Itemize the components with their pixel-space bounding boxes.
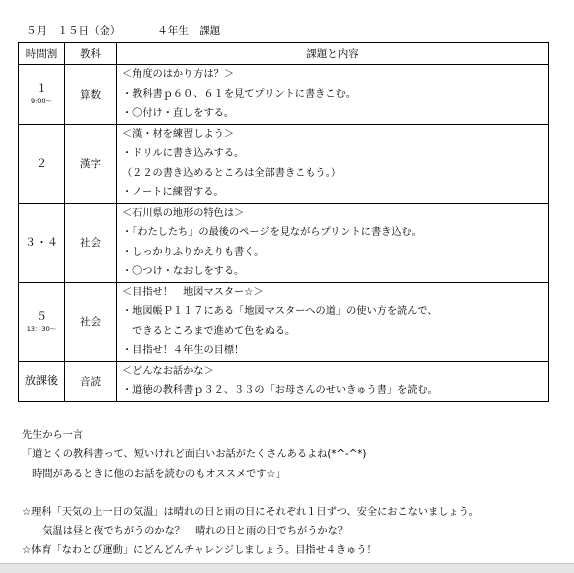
task-line: ・「わたしたち」の最後のページを見ながらプリントに書き込む。: [122, 227, 422, 238]
task-line: ＜目指せ！ 地図マスター☆＞: [122, 286, 264, 298]
notes-line: ☆理科「天気の上一日の気温」は晴れの日と雨の日にそれぞれ１日ずつ、安全におこないましょう。: [22, 506, 479, 518]
task-cell: [117, 361, 549, 401]
task-line: ＜角度のはかり方は？＞: [122, 69, 235, 80]
table-row: [19, 361, 549, 401]
notes-line: 気温は昼と夜でちがうのかな？ 晴れの日と雨の日でちがうかな？: [22, 526, 348, 538]
task-cell: [117, 124, 549, 203]
task-line: ・ドリルに書き込みする。: [122, 148, 245, 159]
task-line: ・地図帳Ｐ１１７にある「地図マスターへの道」の使い方を読んで、: [122, 306, 438, 317]
period-cell: [19, 124, 65, 203]
task-line: ・ノートに練習する。: [122, 187, 224, 198]
page-header: ５月 １５日（金） ４年生 課題: [26, 25, 221, 37]
period-cell: [19, 361, 65, 401]
task-line: ＜漢・材を練習しよう＞: [122, 128, 235, 140]
task-line: ・教科書ｐ６０、６１を見てプリントに書きこむ。: [122, 88, 356, 100]
task-line: ・目指せ！４年生の目標！: [122, 345, 245, 356]
period-cell: [19, 65, 65, 125]
table-row: [19, 65, 549, 125]
period-time: 13：30～: [26, 324, 57, 333]
table-row: [19, 124, 549, 203]
task-line: ＜どんなお話かな＞: [122, 365, 214, 377]
task-line: （２２の書き込めるところは全部書きこもう。）: [122, 167, 342, 179]
subject-cell: 音読: [65, 361, 117, 401]
teacher-notes: [22, 426, 562, 561]
period-number: ５: [36, 309, 47, 323]
task-line: ・〇付け・直しをする。: [122, 108, 235, 119]
task-line: ・〇つけ・なおしをする。: [122, 266, 245, 277]
col-header-subject: 教科: [65, 43, 117, 65]
period-cell: [19, 203, 65, 282]
table-row: [19, 203, 549, 282]
notes-line: ☆体育「なわとび運動」にどんどんチャレンジしましょう。目指せ４きゅう！: [22, 545, 377, 557]
period-number: ２: [36, 156, 47, 170]
notes-title: 先生から一言: [22, 430, 84, 441]
subject-cell: 漢字: [65, 124, 117, 203]
col-header-period: 時間割: [19, 43, 65, 65]
task-cell: [117, 282, 549, 361]
period-number: １: [36, 82, 47, 96]
notes-line: 時間があるときに他のお話を読むのもオススメです☆」: [22, 468, 286, 480]
subject-cell: 社会: [65, 282, 117, 361]
period-number: 放課後: [25, 374, 58, 387]
table-row: [19, 282, 549, 361]
subject-cell: 社会: [65, 203, 117, 282]
period-time: 9:00～: [30, 97, 53, 106]
task-line: できるところまで進めて色をぬる。: [122, 325, 296, 337]
period-number: ３・４: [25, 235, 58, 249]
col-header-content: 課題と内容: [117, 43, 549, 65]
period-cell: [19, 282, 65, 361]
task-line: ・しっかりふりかえりも書く。: [122, 246, 265, 258]
task-line: ・道徳の教科書ｐ３２、３３の「お母さんのせいきゅう書」を読む。: [122, 385, 438, 396]
assignment-table: [18, 42, 549, 402]
task-line: ＜石川県の地形の特色は＞: [122, 207, 245, 219]
notes-line: 「道とくの教科書って、短いけれど面白いお話がたくさんあるよね(*^-^*): [22, 449, 367, 461]
task-cell: [117, 203, 549, 282]
table-header-row: [19, 43, 549, 65]
subject-cell: 算数: [65, 65, 117, 125]
task-cell: [117, 65, 549, 125]
